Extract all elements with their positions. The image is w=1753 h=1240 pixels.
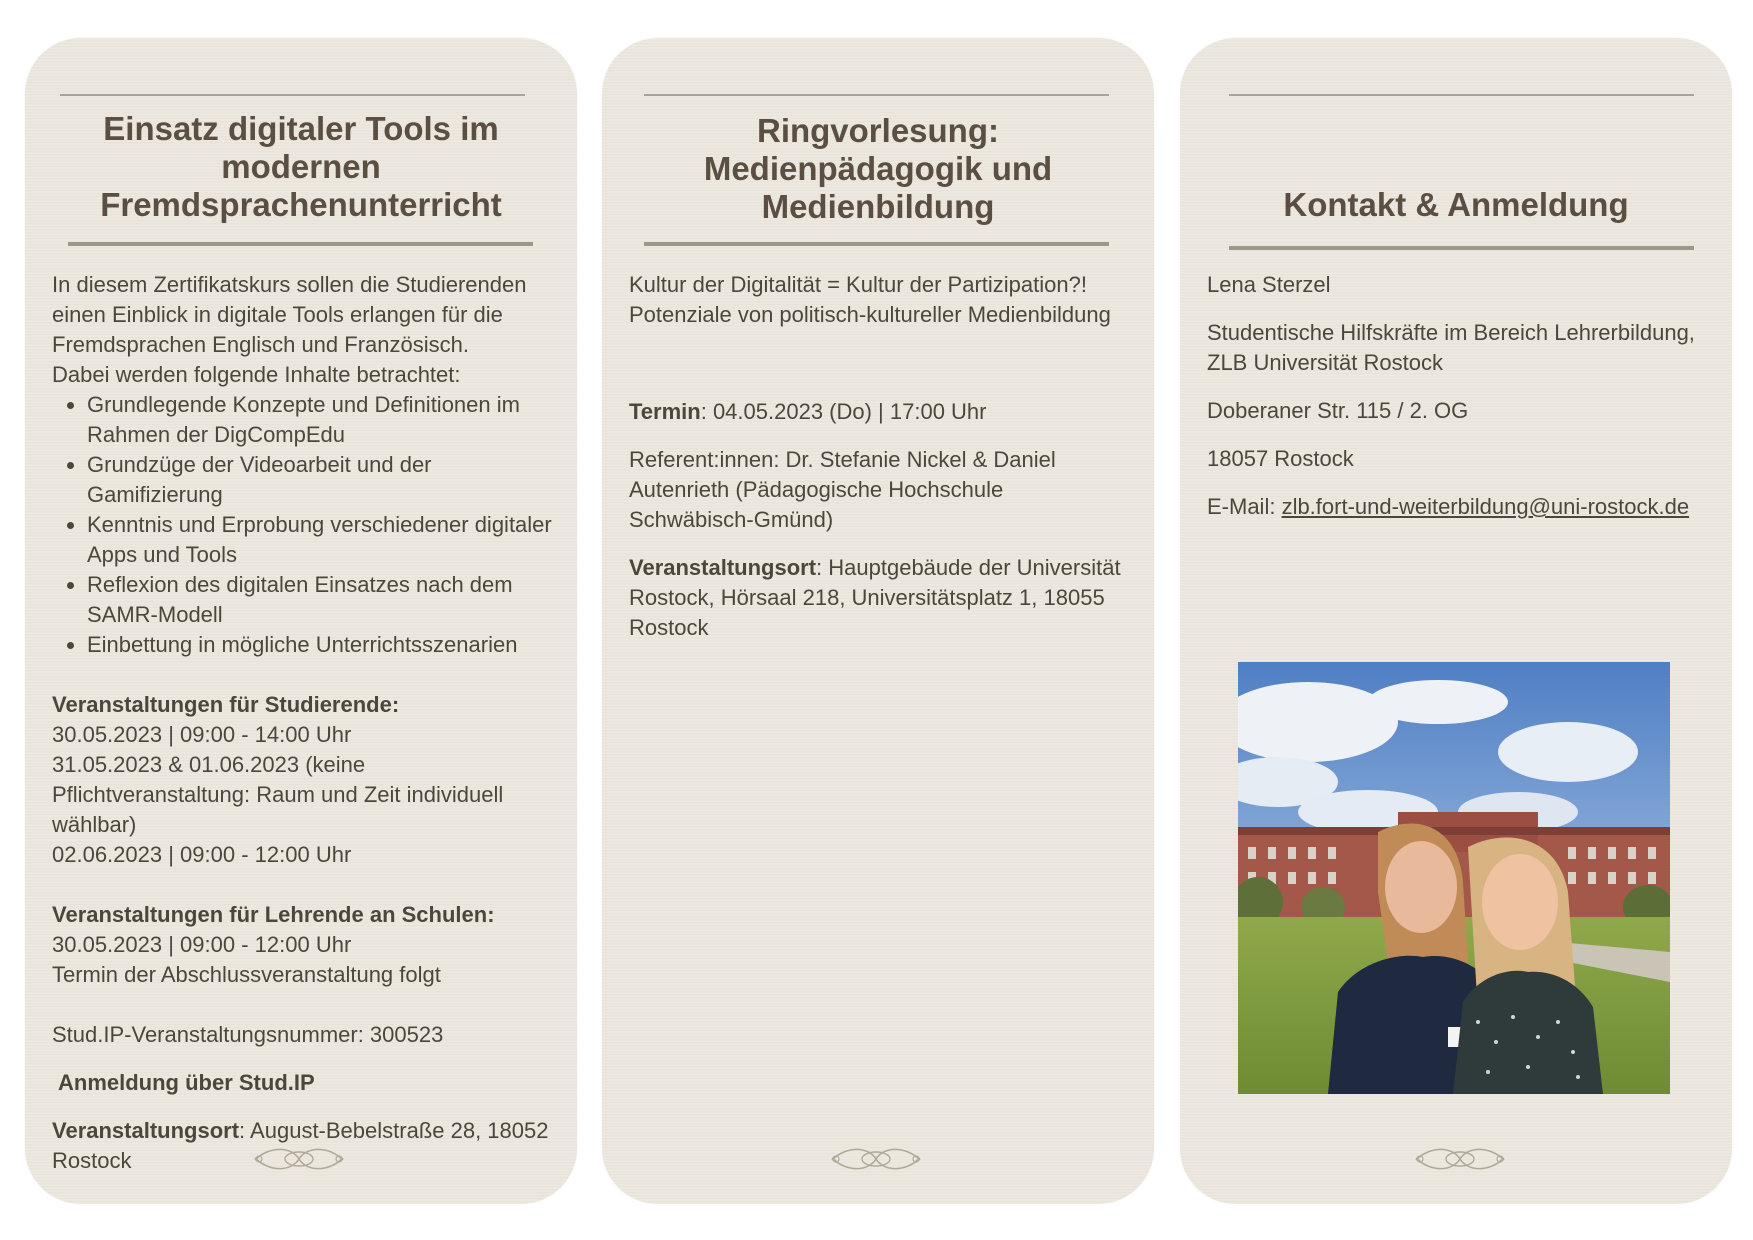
email-label: E-Mail: (1207, 494, 1282, 519)
registration-note: Anmeldung über Stud.IP (58, 1070, 315, 1095)
panel-title: Kontakt & Anmeldung (1283, 186, 1629, 223)
panel-title: Ringvorlesung: Medienpädagogik und Medienbildung (703, 112, 1053, 225)
intro-text: In diesem Zertifikatskurs sollen die Studierenden einen Einblick in digitale Tools erlangen für die Fremdsprachen Englisch und Französisch. (52, 272, 527, 357)
teachers-date: 30.05.2023 | 09:00 - 12:00 Uhr (52, 932, 352, 957)
location-value: : Hauptgebäude der Universität Rostock, Hörsaal 218, Universitätsplatz 1, 18055 Rostock (629, 555, 1121, 640)
students-date: 31.05.2023 & 01.06.2023 (keine Pflichtveranstaltung: Raum und Zeit individuell wählbar) (52, 752, 504, 837)
location-value: : August-Bebelstraße 28, 18052 Rostock (52, 1118, 549, 1173)
top-divider (1229, 94, 1694, 96)
contact-street: Doberaner Str. 115 / 2. OG (1207, 398, 1469, 423)
title-divider (644, 242, 1109, 246)
panel-contact (1180, 38, 1732, 1204)
flourish-ornament (1412, 1142, 1508, 1176)
list-item: • Grundlegende Konzepte und Definitionen im Rahmen der DigCompEdu (87, 390, 555, 450)
location-label: Veranstaltungsort (52, 1118, 240, 1143)
list-item: • Kenntnis und Erprobung verschiedener digitaler Apps und Tools (87, 510, 555, 570)
list-item: • Einbettung in mögliche Unterrichtsszenarien (87, 630, 555, 660)
date-value: : 04.05.2023 (Do) | 17:00 Uhr (700, 399, 987, 424)
studip-number: Stud.IP-Veranstaltungsnummer: 300523 (52, 1022, 444, 1047)
intro-text-2: Dabei werden folgende Inhalte betrachtet: (52, 362, 461, 387)
team-photo (1238, 662, 1670, 1094)
flourish-ornament (251, 1142, 347, 1176)
students-date: 30.05.2023 | 09:00 - 14:00 Uhr (52, 722, 352, 747)
contact-email-line (1207, 492, 1710, 522)
email-link[interactable]: zlb.fort-und-weiterbildung@uni-rostock.de (1281, 494, 1690, 519)
content-list (52, 390, 555, 660)
teachers-heading: Veranstaltungen für Lehrende an Schulen: (52, 902, 495, 927)
lecture-date (629, 397, 1132, 427)
list-item: • Reflexion des digitalen Einsatzes nach dem SAMR-Modell (87, 570, 555, 630)
teachers-date: Termin der Abschlussveranstaltung folgt (52, 962, 441, 987)
lecture-speakers: Referent:innen: Dr. Stefanie Nickel & Daniel Autenrieth (Pädagogische Hochschule Schwäbisch-Gmünd) (629, 447, 1056, 532)
contact-city: 18057 Rostock (1207, 446, 1354, 471)
flourish-ornament (828, 1142, 924, 1176)
lecture-location (629, 553, 1132, 643)
lecture-body (629, 270, 1132, 643)
students-date: 02.06.2023 | 09:00 - 12:00 Uhr (52, 842, 352, 867)
top-divider (60, 94, 525, 96)
location-label: Veranstaltungsort (629, 555, 817, 580)
title-divider (68, 242, 533, 246)
title-divider (1229, 246, 1694, 250)
contact-body (1207, 270, 1710, 522)
lecture-subtitle: Kultur der Digitalität = Kultur der Partizipation?! Potenziale von politisch-kultureller Medienbildung (629, 272, 1111, 327)
panel-title: Einsatz digitaler Tools im modernen Fremdsprachenunterricht (100, 110, 502, 223)
contact-name: Lena Sterzel (1207, 272, 1331, 297)
panel-lecture (602, 38, 1154, 1204)
list-item: • Grundzüge der Videoarbeit und der Gamifizierung (87, 450, 555, 510)
course-body (52, 270, 555, 1176)
contact-role: Studentische Hilfskräfte im Bereich Lehrerbildung, ZLB Universität Rostock (1207, 320, 1695, 375)
panel-course (25, 38, 577, 1204)
top-divider (644, 94, 1109, 96)
students-heading: Veranstaltungen für Studierende: (52, 692, 400, 717)
date-label: Termin (629, 399, 701, 424)
